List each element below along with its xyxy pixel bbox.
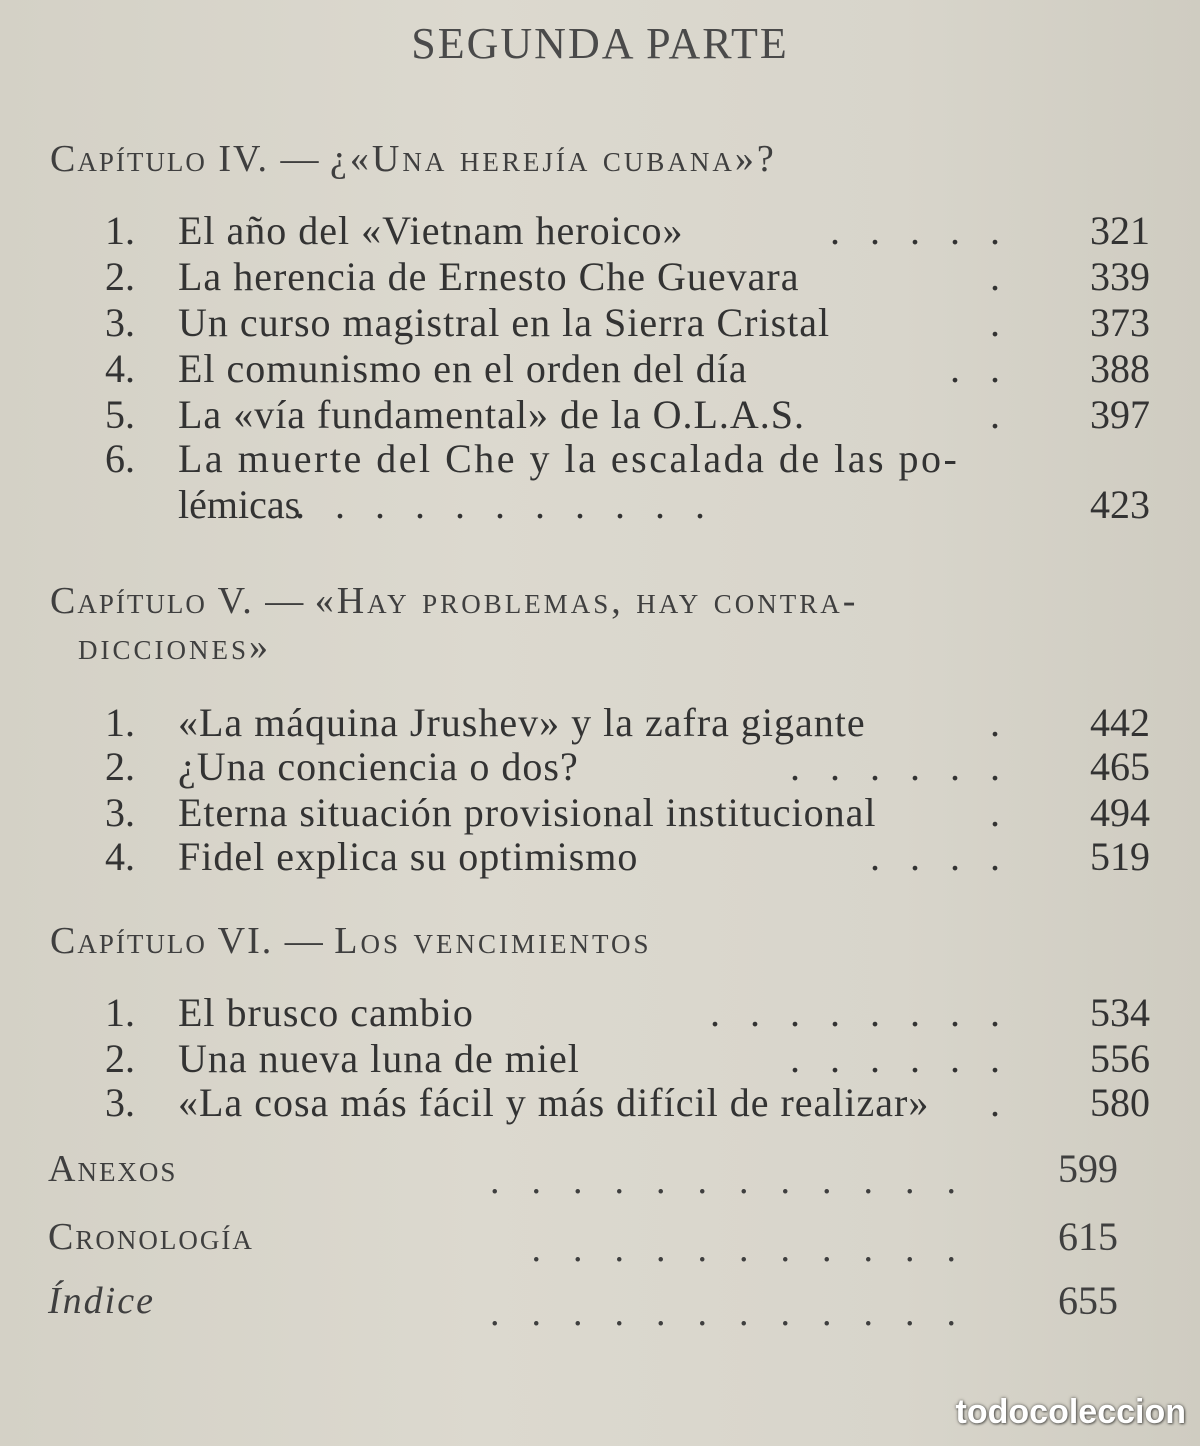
entry-page: 465 <box>1090 744 1150 789</box>
section-label: Índice <box>48 1280 155 1322</box>
toc-entry <box>105 392 1150 438</box>
toc-entry <box>105 990 1150 1036</box>
entry-number: 3. <box>105 1080 135 1125</box>
chapter-title: Los vencimientos <box>334 920 652 962</box>
entry-number: 6. <box>105 436 135 481</box>
entry-page: 442 <box>1090 700 1150 745</box>
entry-page: 321 <box>1090 208 1150 253</box>
entry-page: 423 <box>1090 482 1150 527</box>
toc-entry <box>105 834 1150 880</box>
entry-number: 1. <box>105 990 135 1035</box>
entry-page: 556 <box>1090 1036 1150 1081</box>
entry-number: 2. <box>105 744 135 789</box>
dot-leader: . <box>990 1080 1030 1125</box>
entry-title: «La máquina Jrushev» y la zafra gigante <box>178 700 866 745</box>
entry-title: Fidel explica su optimismo <box>178 834 639 879</box>
dot-leader: . <box>990 392 1030 437</box>
entry-title: El comunismo en el orden del día <box>178 346 748 391</box>
entry-number: 2. <box>105 1036 135 1081</box>
section-page: 599 <box>1058 1146 1118 1191</box>
toc-entry <box>105 1080 1150 1126</box>
entry-page: 397 <box>1090 392 1150 437</box>
entry-page: 519 <box>1090 834 1150 879</box>
entry-page: 494 <box>1090 790 1150 835</box>
section-page: 615 <box>1058 1214 1118 1259</box>
dot-leader: . <box>990 790 1030 835</box>
entry-number: 4. <box>105 834 135 879</box>
dot-leader: . <box>990 700 1030 745</box>
chapter-label: Capítulo IV. — <box>50 138 321 180</box>
toc-entry <box>105 208 1150 254</box>
section-label: Anexos <box>48 1148 178 1190</box>
dot-leader: .... <box>870 834 1030 879</box>
entry-title: Un curso magistral en la Sierra Cristal <box>178 300 831 345</box>
entry-page: 580 <box>1090 1080 1150 1125</box>
chapter-heading-iv <box>50 136 777 182</box>
chapter-label: Capítulo V. — <box>50 580 306 622</box>
entry-title: La «vía fundamental» de la O.L.A.S. <box>178 392 806 437</box>
entry-title: La herencia de Ernesto Che Guevara <box>178 254 800 299</box>
watermark-logo: todocoleccion <box>955 1393 1186 1431</box>
entry-title: ¿Una conciencia o dos? <box>178 744 579 789</box>
part-title: SEGUNDA PARTE <box>411 19 789 68</box>
entry-title: «La cosa más fácil y más difícil de realizar» <box>178 1080 930 1125</box>
chapter-title: ¿«Una herejía cubana»? <box>330 138 777 180</box>
entry-title: El brusco cambio <box>178 990 474 1035</box>
entry-page: 339 <box>1090 254 1150 299</box>
dot-leader: ............ <box>490 1292 988 1334</box>
dot-leader: . <box>990 300 1030 345</box>
chapter-heading-v <box>50 578 1050 670</box>
toc-entry <box>105 254 1150 300</box>
entry-number: 3. <box>105 790 135 835</box>
toc-section-chronology <box>48 1212 1118 1270</box>
dot-leader: .. <box>950 346 1030 391</box>
dot-leader: ........... <box>295 482 735 527</box>
entry-title: El año del «Vietnam heroico» <box>178 208 684 253</box>
dot-leader: ............ <box>490 1160 988 1202</box>
entry-title-continued: lémicas <box>178 482 301 527</box>
toc-entry <box>105 700 1150 746</box>
dot-leader: ........... <box>531 1228 988 1270</box>
chapter-title: «Hay problemas, hay contra- <box>314 580 859 622</box>
dot-leader: . <box>990 254 1030 299</box>
entry-page: 534 <box>1090 990 1150 1035</box>
entry-title: Una nueva luna de miel <box>178 1036 580 1081</box>
toc-entry <box>105 744 1150 790</box>
entry-number: 5. <box>105 392 135 437</box>
entry-number: 4. <box>105 346 135 391</box>
dot-leader: ..... <box>830 208 1030 253</box>
entry-number: 2. <box>105 254 135 299</box>
dot-leader: ........ <box>710 990 1030 1035</box>
section-label: Cronología <box>48 1216 254 1258</box>
chapter-title-continued: dicciones» <box>78 626 272 668</box>
entry-number: 1. <box>105 700 135 745</box>
entry-number: 3. <box>105 300 135 345</box>
toc-entry <box>105 346 1150 392</box>
dot-leader: ...... <box>790 1036 1030 1081</box>
toc-entry <box>105 300 1150 346</box>
entry-page: 373 <box>1090 300 1150 345</box>
dot-leader: ...... <box>790 744 1030 789</box>
toc-entry <box>105 1036 1150 1082</box>
toc-entry <box>105 790 1150 836</box>
section-page: 655 <box>1058 1278 1118 1323</box>
toc-section-index <box>48 1276 1118 1334</box>
chapter-heading-vi <box>50 918 651 964</box>
entry-title: Eterna situación provisional institucional <box>178 790 877 835</box>
entry-title: La muerte del Che y la escalada de las po- <box>178 436 960 481</box>
entry-number: 1. <box>105 208 135 253</box>
chapter-label: Capítulo VI. — <box>50 920 325 962</box>
entry-page: 388 <box>1090 346 1150 391</box>
toc-section-annexes <box>48 1144 1118 1202</box>
